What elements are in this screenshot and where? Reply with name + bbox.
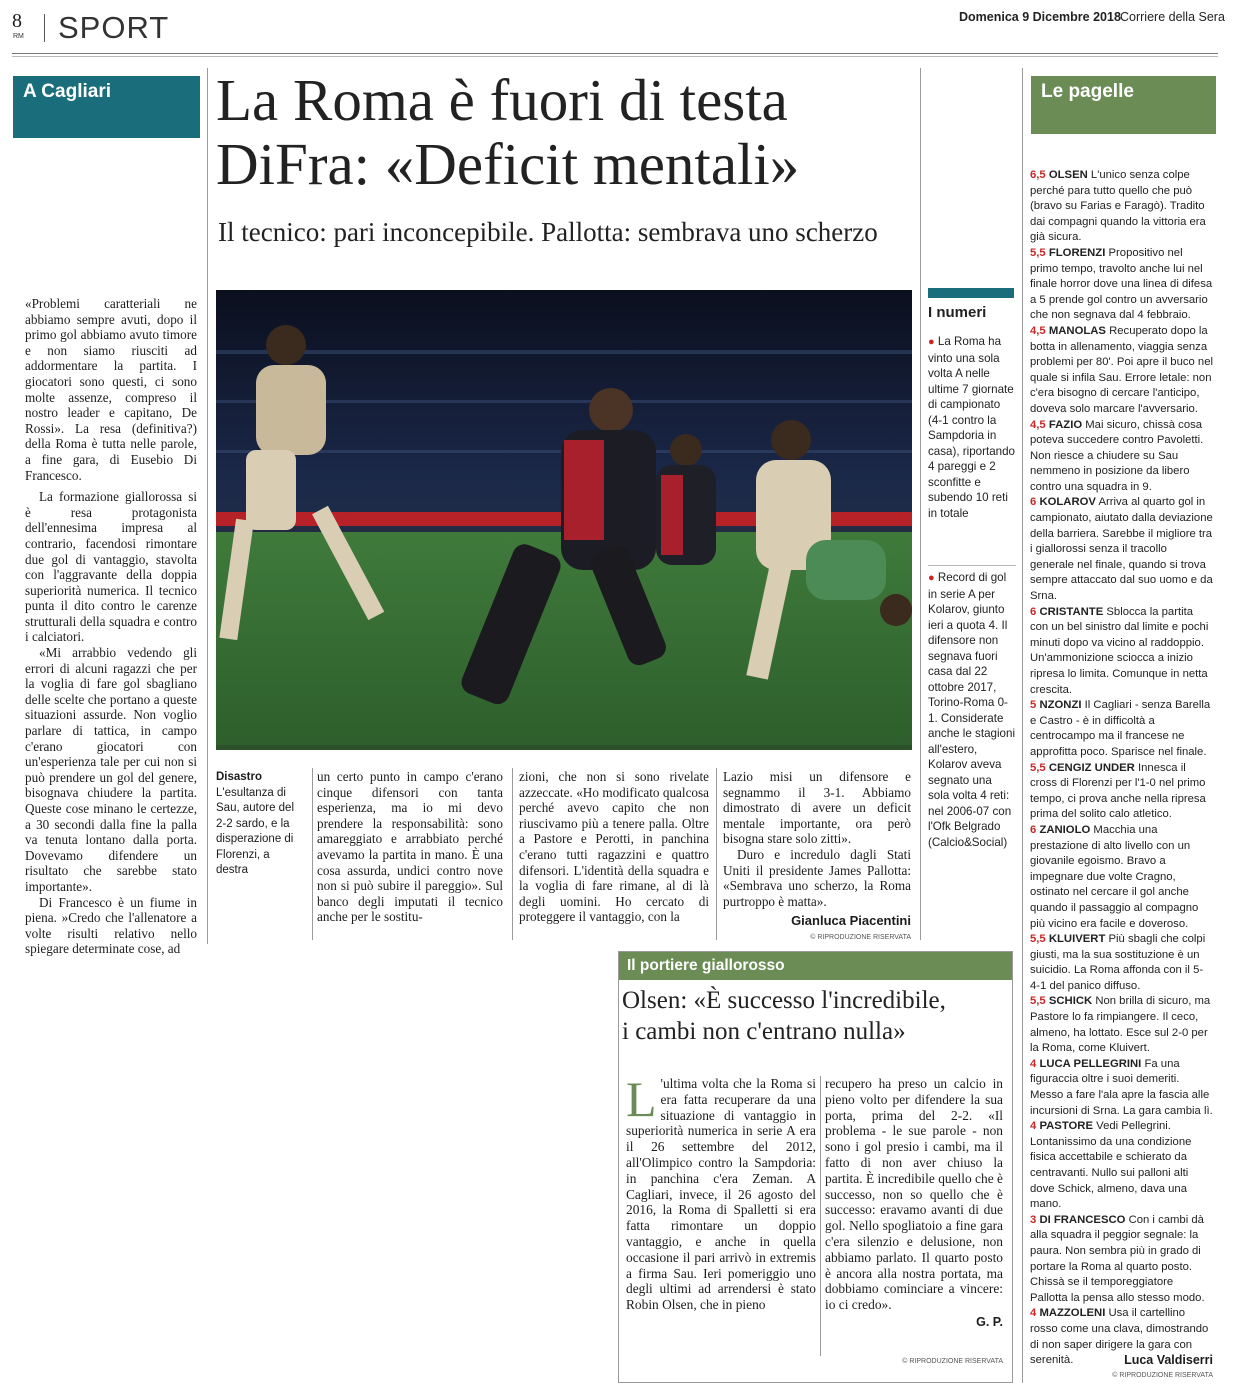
- numeri-item: [928, 570, 1016, 850]
- pagella-vote: 4: [1030, 1057, 1037, 1070]
- pagella-player: FLORENZI: [1048, 246, 1106, 259]
- pagella-player: CRISTANTE: [1039, 605, 1104, 618]
- pagella-vote: 4: [1030, 1120, 1037, 1133]
- pagella-text: Macchia una prestazione di alto livello con un giovanile egoismo. Bravo a impegnare due volte Cragno, ostinato nel cercare il gol anche quando il passaggio al compagno più vicino era facile e doveroso.: [1030, 823, 1199, 930]
- pagelle-list: [1030, 168, 1213, 1369]
- match-photo: [216, 290, 912, 750]
- pagella-player: KLUIVERT: [1048, 933, 1106, 946]
- article-column-2: [317, 769, 503, 925]
- pagella-text: Recuperato dopo la botta in allenamento, viaggia senza problemi per 80'. Poi apre il buco nel quale si infila Sau. Errore letale: non c'era bisogno di cercare l'anticipo, doveva solo marcare l'avversario.: [1030, 324, 1214, 415]
- pagella-text: Sblocca la partita con un bel sinistro dal limite e pochi minuti dopo va vicino al raddoppio. Un'ammonizione sciocca a inizio ripresa lo limita. Comunque in netta crescita.: [1030, 605, 1209, 696]
- pagella-item: [1030, 1119, 1213, 1213]
- pagella-text: Non brilla di sicuro, ma Pastore lo fa rimpiangere. Il ceco, almeno, ha lottato. Esce sul 2-0 per la Roma, come Kluivert.: [1030, 995, 1211, 1055]
- pagella-item: [1030, 932, 1213, 994]
- headline-subtitle: Il tecnico: pari inconcepibile. Pallotta: sembrava uno scherzo: [218, 217, 878, 247]
- article-paragraph: La formazione giallorossa si è resa protagonista dell'ennesima impresa al contrario, facendosi rimontare due gol di vantaggio, stavolta con l'aggravante della doppia superiorità numerica. Il tecnico punta il dito contro le carenze strutturali della squadra e contro i calciatori.: [25, 489, 197, 645]
- portiere-column-1: [626, 1071, 816, 1313]
- numeri-text: La Roma ha vinto una sola volta A nelle ultime 7 giornate di campionato (4-1 contro la Sampdoria in casa), riportando 4 pareggi e 2 sconfitte e subendo 10 reti in totale: [928, 335, 1015, 520]
- pagella-player: DI FRANCESCO: [1039, 1213, 1126, 1226]
- page-number: 8: [12, 10, 22, 32]
- article-column-3: [519, 769, 709, 925]
- column-rule: [920, 68, 921, 940]
- pagella-item: [1030, 324, 1213, 418]
- pagella-item: [1030, 1057, 1213, 1119]
- match-photo-image: [216, 290, 912, 750]
- pagella-player: MAZZOLENI: [1039, 1307, 1106, 1320]
- pagella-player: MANOLAS: [1048, 324, 1106, 337]
- header-rule-2: [12, 56, 1218, 57]
- portiere-title-line-2: i cambi non c'entrano nulla»: [622, 1018, 906, 1045]
- pagella-item: [1030, 418, 1213, 496]
- pagella-player: CENGIZ UNDER: [1048, 761, 1135, 774]
- pagella-player: LUCA PELLEGRINI: [1039, 1057, 1142, 1070]
- portiere-author: G. P.: [976, 1314, 1003, 1329]
- numeri-text: Record di gol in serie A per Kolarov, giunto ieri a quota 4. Il difensore non segnava fuori casa dal 22 ottobre 2017, Torino-Roma 0-1. Considerate anche le stagioni all'estero, Kolarov aveva segnato una sola volta 4 reti: nel 2006-07 con l'Ofk Belgrado (Calcio&Social): [928, 571, 1016, 849]
- pagella-text: L'unico senza colpe perché para tutto quello che può (bravo su Farias e Faragò). Tradito dai compagni quando la vittoria era già sicura.: [1030, 169, 1206, 244]
- pagella-vote: 4,5: [1030, 324, 1046, 337]
- photo-caption: [216, 770, 304, 879]
- pagella-item: [1030, 823, 1213, 932]
- pagella-item: [1030, 605, 1213, 699]
- article-paragraph: zioni, che non si sono rivelate azzeccate. «Ho modificato qualcosa perché avevo capito che non riuscivamo più a tenere palla. Oltre a Pastore e Perotti, in panchina c'erano tutti ragazzini e quattro difensori. L'identità della squadra e la voglia di fare rimane, al di là degli uomini. Ho cercato di proteggere il vantaggio, con la: [519, 769, 709, 925]
- article-column-1: [25, 296, 197, 957]
- bullet-icon: ●: [928, 336, 935, 348]
- column-rule: [820, 1076, 821, 1356]
- portiere-kicker: Il portiere giallorosso: [619, 952, 1012, 980]
- pagella-player: SCHICK: [1048, 995, 1093, 1008]
- pagella-vote: 4: [1030, 1307, 1037, 1320]
- page-edition: RM: [13, 33, 24, 40]
- article-paragraph: «Problemi caratteriali ne abbiamo sempre avuti, dopo il primo gol abbiamo avuto timore e non siamo riusciti ad addormentare la partita. I giocatori sono questi, ci sono molte assenze, compreso il nostro leader e capitano, De Rossi». La resa (definitiva?) della Roma è tutta nelle parole, a fine gara, di Eusebio Di Francesco.: [25, 296, 197, 483]
- article-paragraph: un certo punto in campo c'erano cinque difensori con tanta esperienza, ma io mi devo prendere la responsabilità: sono amareggiato e arrabbiato perché avevamo la partita in mano. È una cosa assurda, undici contro nove non si può subire il pareggio». Sul banco degli imputati il tecnico anche per le sostitu-: [317, 769, 503, 925]
- header-paper: Corriere della Sera: [1120, 10, 1225, 24]
- column-rule: [207, 68, 208, 944]
- pagella-vote: 5: [1030, 699, 1037, 712]
- pagelle-author: Luca Valdiserri: [1124, 1353, 1213, 1367]
- article-copyright: © RIPRODUZIONE RISERVATA: [810, 933, 911, 941]
- pagella-item: [1030, 994, 1213, 1056]
- pagella-vote: 5,5: [1030, 995, 1046, 1008]
- pagella-item: [1030, 168, 1213, 246]
- column-rule: [1022, 68, 1023, 1383]
- pagella-text: Fa una figuraccia oltre i suoi demeriti. Messo a fare l'ala apre la fascia alle incursioni di Srna. La gara cambia lì.: [1030, 1057, 1213, 1117]
- portiere-text: 'ultima volta che la Roma si era fatta recuperare da una situazione di vantaggio in superiorità numerica in serie A era il 26 settembre del 2012, all'Olimpico contro la Sampdoria: in panchina c'era Zeman. A Cagliari, invece, il 26 agosto del 2016, la Roma di Spalletti si era fatta rimontare un doppio vantaggio, e anche in quella occasione il pari arrivò in extremis a firma Sau. Ieri pomeriggio uno degli ultimi ad arrendersi è stato Robin Olsen, che in pieno: [626, 1076, 816, 1313]
- pagella-text: Più sbagli che colpi giusti, ma la sua sostituzione è un suicidio. La Roma affonda con il 5-4-1 del panico diffuso.: [1030, 933, 1206, 992]
- pagella-vote: 6,5: [1030, 169, 1046, 181]
- location-box: [13, 76, 200, 138]
- pagella-text: Mai sicuro, chissà cosa poteva succedere contro Pavoletti. Non riesce a chiudere su Sau nemmeno in posizione da libero contro una squadra in 9.: [1030, 418, 1204, 493]
- article-paragraph: «Mi arrabbio vedendo gli errori di alcuni ragazzi che per la voglia di fare gol sbagliano delle scelte che portano a queste situazioni assurde. Non voglio parlare di tattica, in campo c'erano giocatori con un'esperienza tale per cui non si può prendere un gol del genere, bisognava chiudere la partita. Queste cose minano le certezze, a 30 secondi dalla fine la palla va tenuta lontano dalla porta. Dovevamo difendere un risultato che sarebbe stato importante».: [25, 645, 197, 894]
- pagella-player: FAZIO: [1048, 418, 1083, 431]
- portiere-text: recupero ha preso un calcio in pieno volto per difendere la sua porta, prima del 2-2. «Il problema - le sue parole - non sono i gol presio i cambi, ma il fatto di non aver chiuso la partita. È incredibile quello che è successo, non so quello che è successo: eravamo avanti di due gol. Nello spogliatoio a fine gara c'era silenzio e delusione, non abbiamo parlato. Il quarto posto è ancora alla nostra portata, ma dobbiamo cominciare a vincere: io ci credo».: [825, 1076, 1003, 1313]
- pagella-player: PASTORE: [1039, 1120, 1094, 1133]
- pagella-player: ZANIOLO: [1039, 823, 1091, 836]
- photo-caption-text: L'esultanza di Sau, autore del 2-2 sardo, e la disperazione di Florenzi, a destra: [216, 786, 295, 876]
- pagella-text: Propositivo nel primo tempo, travolto anche lui nel finale horror dove una linea di difesa a 5 prende gol contro un avversario che non segnava dal 4 febbraio.: [1030, 246, 1213, 322]
- portiere-copyright: © RIPRODUZIONE RISERVATA: [902, 1358, 1003, 1365]
- headline-line-2: DiFra: «Deficit mentali»: [216, 131, 800, 197]
- pagella-item: [1030, 495, 1213, 604]
- bullet-icon: ●: [928, 572, 935, 584]
- column-rule: [312, 768, 313, 940]
- numeri-item: [928, 334, 1016, 521]
- pagella-player: OLSEN: [1048, 169, 1088, 181]
- pagella-item: [1030, 698, 1213, 760]
- pagelle-box: [1031, 76, 1216, 134]
- pagella-text: Innesca il cross di Florenzi per l'1-0 nel primo tempo, ci prova anche nella ripresa prima del solito calo atletico.: [1030, 761, 1206, 821]
- portiere-title: [622, 985, 946, 1047]
- pagella-item: [1030, 761, 1213, 823]
- pagella-vote: 5,5: [1030, 761, 1046, 774]
- pagella-item: [1030, 1213, 1213, 1307]
- pagella-vote: 5,5: [1030, 246, 1046, 259]
- pagelle-title: Le pagelle: [1041, 81, 1134, 102]
- pagella-item: [1030, 246, 1213, 324]
- pagella-vote: 6: [1030, 605, 1037, 618]
- pagella-vote: 4,5: [1030, 418, 1046, 431]
- pagella-vote: 6: [1030, 496, 1037, 509]
- header-rule: [12, 53, 1218, 54]
- pagella-vote: 5,5: [1030, 933, 1046, 946]
- header-divider: [44, 14, 45, 42]
- article-paragraph: Duro e incredulo dagli Stati Uniti il presidente James Pallotta: «Sembrava uno scherzo, la Roma purtroppo è matta».: [723, 846, 911, 909]
- pagella-vote: 3: [1030, 1213, 1037, 1226]
- pagella-text: Arriva al quarto gol in campionato, aiutato dalla deviazione della barriera. Sarebbe il migliore tra i giallorossi senza il tracollo generale nel finale, quando si trova sempre attaccato dal suo uomo e da Srna.: [1030, 496, 1213, 603]
- pagella-text: Usa il cartellino rosso come una clava, dimostrando di non saper dirigere la gara con serenità.: [1030, 1307, 1209, 1367]
- pagella-text: Con i cambi dà alla squadra il peggior segnale: la paura. Non sembra più in grado di portare la Roma al quarto posto. Chissà se il temporeggiatore Pallotta la pensa allo stesso modo.: [1030, 1213, 1205, 1304]
- header-date: Domenica 9 Dicembre 2018: [959, 10, 1121, 24]
- article-paragraph: Di Francesco è un fiume in piena. »Credo che l'allenatore a volte risulti relativo nello spiegare determinate cose, ad: [25, 894, 197, 957]
- article-author: Gianluca Piacentini: [791, 913, 911, 929]
- headline-line-1: La Roma è fuori di testa: [216, 67, 788, 133]
- article-column-4: [723, 769, 911, 946]
- numeri-bar: [928, 288, 1014, 298]
- pagelle-copyright: © RIPRODUZIONE RISERVATA: [1112, 1372, 1213, 1379]
- pagella-text: Il Cagliari - senza Barella e Castro - è in difficoltà a centrocampo ma il francese ne approfitta poco. Sparisce nel finale.: [1030, 699, 1211, 758]
- photo-caption-title: Disastro: [216, 771, 263, 783]
- pagella-player: KOLAROV: [1039, 496, 1096, 509]
- section-title: SPORT: [58, 10, 170, 45]
- pagella-vote: 6: [1030, 823, 1037, 836]
- dropcap: L: [626, 1071, 657, 1127]
- article-paragraph: Lazio misi un difensore e segnammo il 3-1. Abbiamo dimostrato di avere un deficit mentale importante, ora però bisogna stare solo zitti».: [723, 769, 911, 847]
- portiere-title-line-1: Olsen: «È successo l'incredibile,: [622, 987, 946, 1014]
- headline: [216, 68, 799, 196]
- column-rule: [512, 768, 513, 940]
- numeri-divider: [928, 565, 1016, 566]
- column-rule: [716, 768, 717, 940]
- portiere-column-2: [825, 1076, 1003, 1331]
- pagella-player: NZONZI: [1039, 699, 1082, 712]
- location-label: A Cagliari: [23, 81, 111, 102]
- pagella-text: Vedi Pellegrini. Lontanissimo da una condizione fisica accettabile e schierato da centravanti. Nullo sui palloni alti dove Schick, almeno, dava una mano.: [1030, 1120, 1192, 1211]
- numeri-title: I numeri: [928, 304, 987, 321]
